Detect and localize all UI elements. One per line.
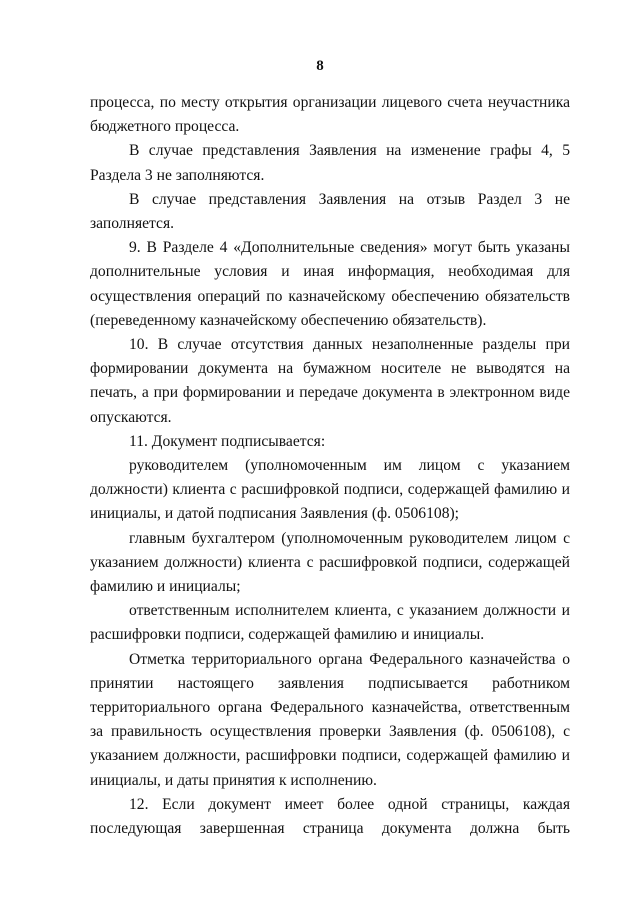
paragraph-item-10: 10. В случае отсутствия данных незаполненные разделы при формировании документа на бумажном носителе не выводятся на печать, а при формировании и передаче документа в электронном виде опускаются.	[90, 336, 570, 426]
page-number: 8	[316, 58, 324, 74]
paragraph-signer-accountant: главным бухгалтером (уполномоченным руководителем лицом с указанием должности) клиента с расшифровкой подписи, содержащей фамилию и инициалы;	[90, 529, 570, 596]
paragraph-continuation: процесса, по месту открытия организации лицевого счета неучастника бюджетного процесса.	[90, 94, 570, 136]
paragraph-treasury-mark: Отметка территориального органа Федерального казначейства о принятии настоящего заявления подписывается работником территориального органа Федерального казначейства, ответственным за правильность осуществления проверки Заявления (ф. 0506108), с указанием должности, расшифровки подписи, содержащей фамилию и инициалы, и даты принятия к исполнению.	[90, 650, 570, 789]
paragraph-item-9: 9. В Разделе 4 «Дополнительные сведения» могут быть указаны дополнительные условия и иная информация, необходимая для осуществления операций по казначейскому обеспечению обязательств (переведенному казначейскому обеспечению обязательств).	[90, 239, 570, 329]
paragraph-item-12: 12. Если документ имеет более одной страницы, каждая последующая завершенная страница документа должна быть	[90, 795, 570, 838]
paragraph-signer-head: руководителем (уполномоченным им лицом с указанием должности) клиента с расшифровкой подписи, содержащей фамилию и инициалы, и датой подписания Заявления (ф. 0506108);	[90, 457, 570, 523]
paragraph-item-11: 11. Документ подписывается:	[129, 432, 326, 450]
paragraph-signer-executor: ответственным исполнителем клиента, с указанием должности и расшифровки подписи, содержащей фамилию и инициалы.	[90, 602, 570, 644]
paragraph-change-columns: В случае представления Заявления на изменение графы 4, 5 Раздела 3 не заполняются.	[90, 142, 570, 184]
paragraph-revocation: В случае представления Заявления на отзыв Раздел 3 не заполняется.	[90, 190, 570, 233]
document-body	[90, 91, 570, 841]
